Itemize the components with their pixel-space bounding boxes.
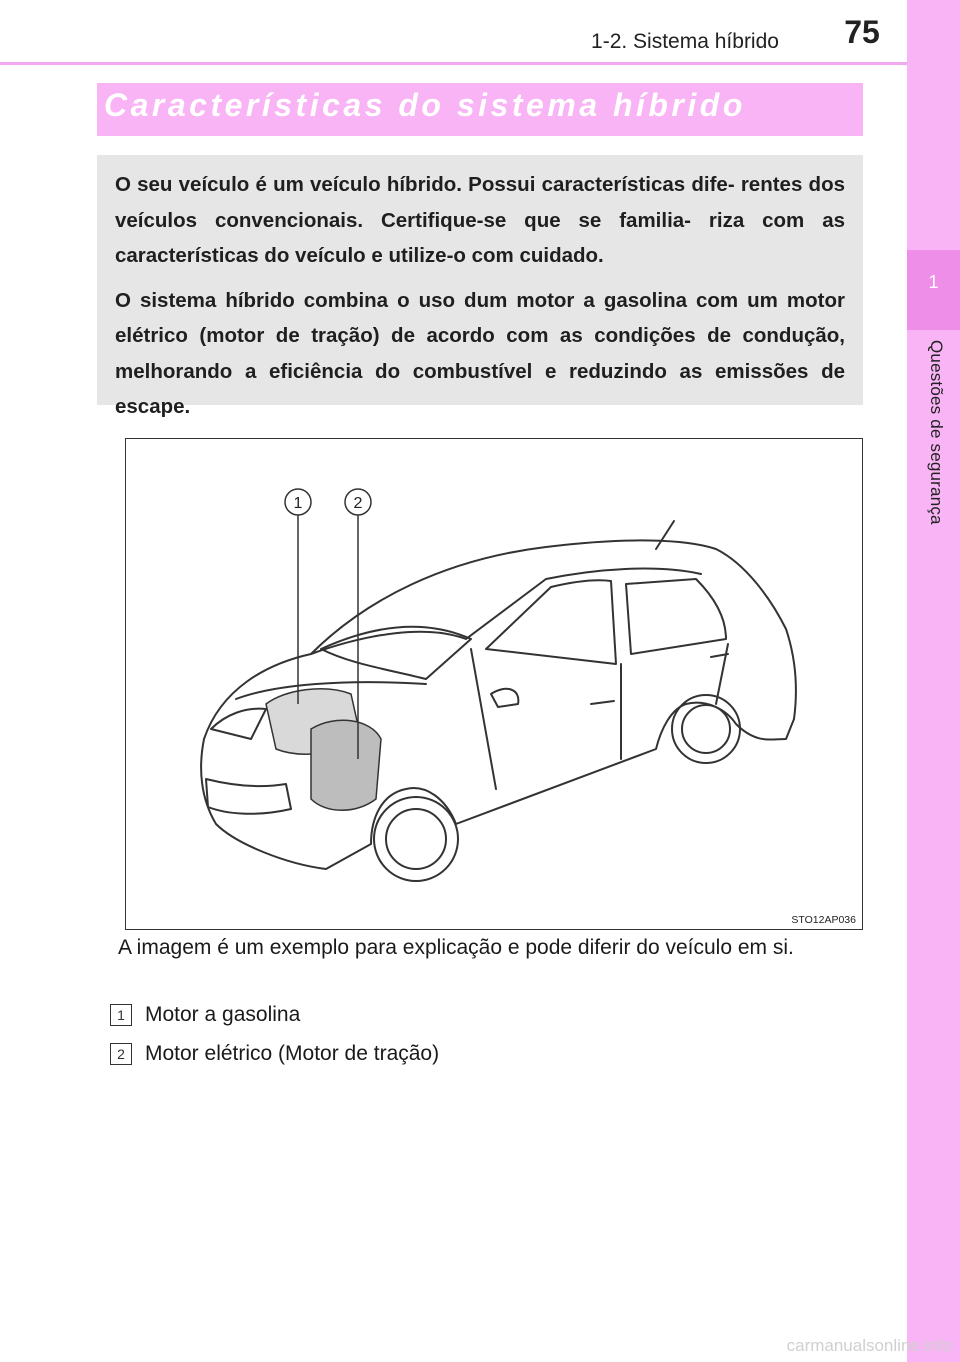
engine-assembly — [266, 689, 381, 810]
side-mirror — [491, 689, 518, 707]
intro-paragraph-1: O seu veículo é um veículo híbrido. Possui características dife- rentes dos veículos convencionais. Certifique-se que se familia- riza com as características do veículo e utilize-o com cuidado. — [115, 173, 845, 267]
page-heading: Características do sistema híbrido — [104, 87, 746, 123]
page-number: 75 — [844, 14, 880, 50]
door-handle-front — [591, 701, 614, 704]
callout-1-label: 1 — [293, 495, 303, 512]
antenna — [656, 521, 674, 549]
rear-wheel-hub — [682, 705, 730, 753]
legend-number-1: 1 — [110, 1004, 132, 1026]
legend-text-2: Motor elétrico (Motor de tração) — [145, 1042, 440, 1065]
legend-item — [110, 1002, 710, 1032]
car-drawing — [126, 439, 862, 929]
front-door-window — [486, 580, 616, 664]
intro-box — [97, 155, 863, 418]
intro-paragraph-2: O sistema híbrido combina o uso dum motor a gasolina com um motor elétrico (motor de tração) de acordo com as condições de condução, melhorando a eficiência do combustível e reduzindo as emissões de escape. — [115, 288, 845, 418]
legend-item — [110, 1041, 710, 1071]
chapter-number: 1 — [928, 272, 939, 292]
front-grille — [206, 779, 291, 814]
door-line-rear — [716, 644, 728, 704]
header-rule — [0, 62, 907, 65]
figure-code: STO12AP036 — [791, 914, 856, 926]
callout-2-label: 2 — [353, 495, 363, 512]
chapter-side-strip — [907, 0, 960, 1362]
door-line-front — [471, 649, 496, 789]
legend-number-2: 2 — [110, 1043, 132, 1065]
watermark: carmanualsonline.info — [786, 1336, 952, 1355]
rear-door-window — [626, 579, 726, 654]
chapter-label: Questões de segurança — [927, 340, 946, 525]
figure-caption: A imagem é um exemplo para explicação e pode diferir do veículo em si. — [118, 936, 794, 959]
section-title: 1-2. Sistema híbrido — [591, 30, 779, 53]
legend-text-1: Motor a gasolina — [145, 1003, 301, 1026]
headlight — [211, 709, 266, 739]
front-wheel-hub — [386, 809, 446, 869]
roof-line — [311, 569, 701, 654]
vehicle-illustration — [125, 438, 863, 930]
